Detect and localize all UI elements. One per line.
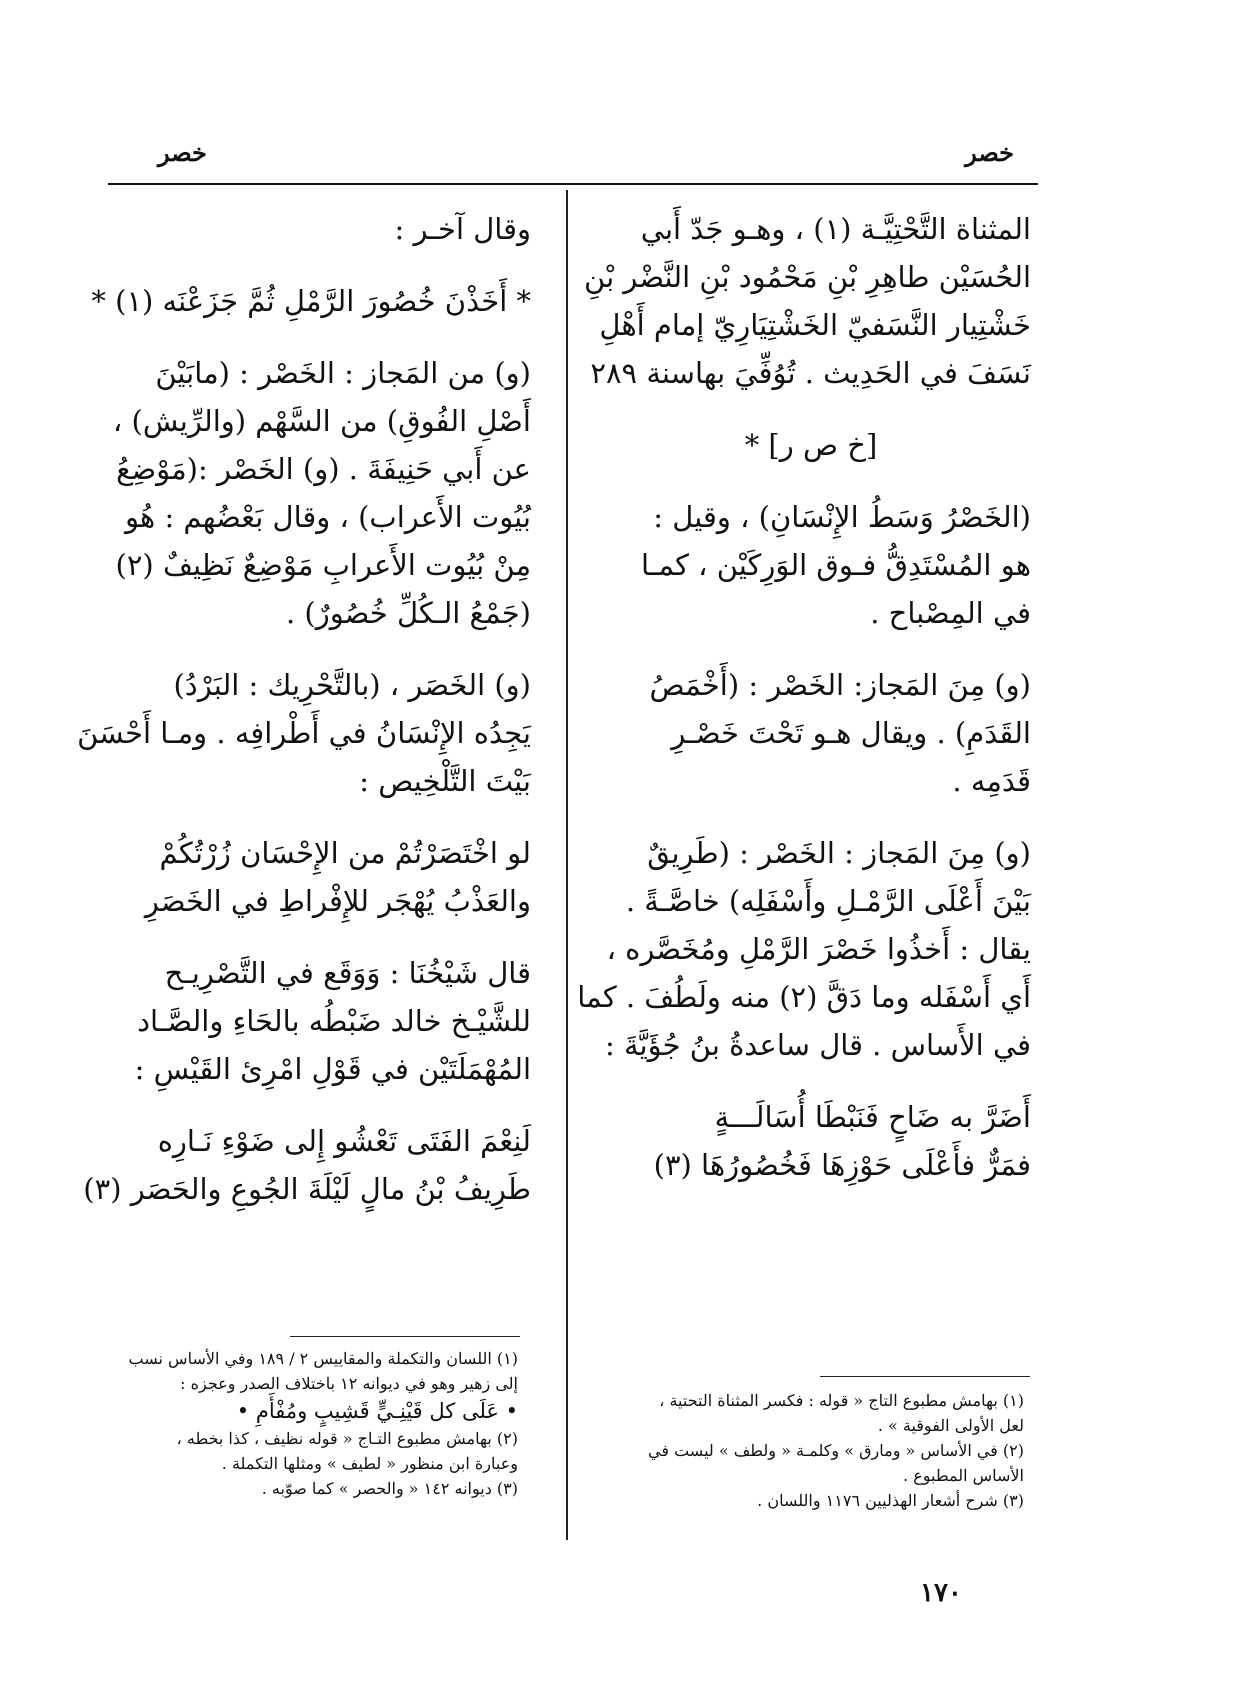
text-line: يَجِدُه الإِنْسَانُ في أَطْرافِه . ومـا أَحْسَنَ — [77, 716, 531, 750]
text-line: نَسَفَ في الحَدِيث . تُوُفِّيَ بهاسنة ٢٨٩ — [590, 356, 1031, 390]
verse-line: أَضَرَّ به ضَاحٍ فَنَبْطَا أُسَالَـــةٍ — [714, 1100, 1031, 1134]
footnote-verse: • عَلَى كل قَيْنِـيٍّ قَشِيبٍ ومُفْأَمِ • — [236, 1399, 518, 1423]
text-line: أَصْلِ الفُوقِ) من السَّهْم (والرِّيش) ، — [112, 404, 531, 438]
verse-line: طَرِيفُ بْنُ مالٍ لَيْلَةَ الجُوعِ والحَصَر (٣) — [83, 1172, 531, 1206]
text-line: قَدَمِه . — [952, 764, 1031, 798]
text-line: هو المُسْتَدِقُّ فـوق الوَرِكَيْن ، كمـا — [641, 548, 1031, 582]
page-number: ١٧٠ — [920, 1578, 962, 1608]
footnote: لعل الأولى الفوقية » . — [877, 1416, 1024, 1435]
footnote: (١) بهامش مطبوع التاج « قوله : فكسر المثناة التحتية ، — [659, 1391, 1024, 1410]
right-column — [577, 205, 1031, 1189]
entry-heading: [خ ص ر] * — [744, 428, 878, 462]
footnote: (١) اللسان والتكملة والمقاييس ٢ / ١٨٩ وفي الأساس نسب — [128, 1349, 518, 1368]
verse-line: لو اخْتَصَرْتُمْ من الإِحْسَان زُرْتُكُمْ — [159, 836, 531, 870]
text-line: المُهْمَلَتَيْن في قَوْلِ امْرِئ القَيْسِ : — [134, 1052, 531, 1086]
verse-line: * أَخَذْنَ خُصُورَ الرَّمْلِ ثُمَّ جَزَعْنَه (١) * — [91, 284, 531, 318]
text-line: الحُسَيْن طاهِرِ بْنِ مَحْمُود بْنِ النَّضْر بْنِ — [584, 260, 1031, 294]
footnotes-right — [614, 1388, 1024, 1513]
text-line: قال شَيْخُنَا : وَوَقَع في التَّصْرِيـح — [164, 956, 531, 990]
text-line: مِنْ بُيُوت الأَعرابِ مَوْضِعٌ نَظِيفٌ (٢) — [115, 548, 531, 582]
text-line: (جَمْعُ الـكُلِّ خُصُورٌ) . — [285, 596, 531, 630]
left-column — [77, 205, 531, 1213]
footnote: (٢) بهامش مطبوع التـاج « قوله نظيف ، كذا بخطه ، — [176, 1429, 518, 1448]
text-line: (و) مِنَ المَجاز: الخَصْر : (أَخْمَصُ — [649, 668, 1031, 702]
text-line: وقال آخـر : — [394, 212, 531, 246]
footnote: (٢) في الأساس « ومارق » وكلمـة « ولطف » ليست في — [648, 1441, 1024, 1460]
text-line: (و) من المَجاز : الخَصْر : (مابَيْنَ — [155, 356, 531, 390]
text-line: خَشْتِيار النَّسَفيّ الخَشْتِيَارِيّ إمام أَهْلِ — [599, 308, 1031, 342]
verse-line: والعَذْبُ يُهْجَر للإِفْراطِ في الخَصَرِ — [144, 884, 531, 918]
text-line: في الأَساس . قال ساعدةُ بنُ جُؤَيَّةَ : — [605, 1028, 1031, 1062]
column-divider — [566, 190, 568, 1540]
footnote: (٣) ديوانه ١٤٢ « والحصر » كما صوّبه . — [261, 1479, 518, 1498]
footnote: (٣) شرح أشعار الهذليين ١١٧٦ واللسان . — [757, 1491, 1024, 1510]
text-line: يقال : أَخذُوا خَصْرَ الرَّمْلِ ومُخَصَّره ، — [606, 932, 1031, 966]
footnotes-left — [108, 1346, 518, 1501]
text-line: (و) الخَصَر ، (بالتَّحْرِيك : البَرْدُ) — [173, 668, 531, 702]
header-rule — [108, 183, 1038, 185]
footnote: الأساس المطبوع . — [903, 1466, 1024, 1485]
text-line: عن أَبي حَنِيفَةَ . (و) الخَصْر :(مَوْضِعُ — [116, 452, 531, 486]
verse-line: فمَرٌّ فأَعْلَى حَوْزِهَا فَخُصُورُهَا (٣) — [653, 1148, 1031, 1182]
text-line: القَدَمِ) . ويقال هـو تَحْتَ خَصْـرِ — [671, 716, 1031, 750]
footnote-rule-right — [820, 1376, 1030, 1377]
text-line: أَي أَسْفَله وما دَقَّ (٢) منه ولَطُفَ . كما — [577, 980, 1031, 1014]
text-line: (و) مِنَ المَجاز : الخَصْر : (طَرِيقٌ — [647, 836, 1031, 870]
footnote: وعبارة ابن منظور « لطيف » ومثلها التكملة . — [221, 1454, 518, 1473]
text-line: بُيُوت الأَعراب) ، وقال بَعْضُهم : هُو — [124, 500, 531, 534]
text-line: بَيْتَ التَّلْخِيص : — [359, 764, 531, 798]
running-header-right: خصر — [965, 138, 1014, 167]
footnote-rule-left — [290, 1336, 520, 1337]
verse-line: لَنِعْمَ الفَتَى تَعْشُو إِلى ضَوْءِ نَـارِه — [157, 1124, 531, 1158]
footnote: إلى زهير وهو في ديوانه ١٢ باختلاف الصدر وعجزه : — [180, 1374, 518, 1393]
text-line: (الخَصْرُ وَسَطُ الإِنْسَانِ) ، وقيل : — [653, 500, 1031, 534]
text-line: للشَّيْـخ خالد ضَبْطُه بالحَاءِ والصَّـاد — [137, 1004, 531, 1038]
text-line: المثناة التَّحْتِيَّـة (١) ، وهـو جَدّ أَبي — [640, 212, 1031, 246]
text-line: بَيْنَ أَعْلَى الرَّمْـلِ وأَسْفَلِه) خاصَّـةً . — [625, 884, 1031, 918]
running-header-left: خصر — [158, 138, 207, 167]
text-line: في المِصْباح . — [870, 596, 1031, 630]
